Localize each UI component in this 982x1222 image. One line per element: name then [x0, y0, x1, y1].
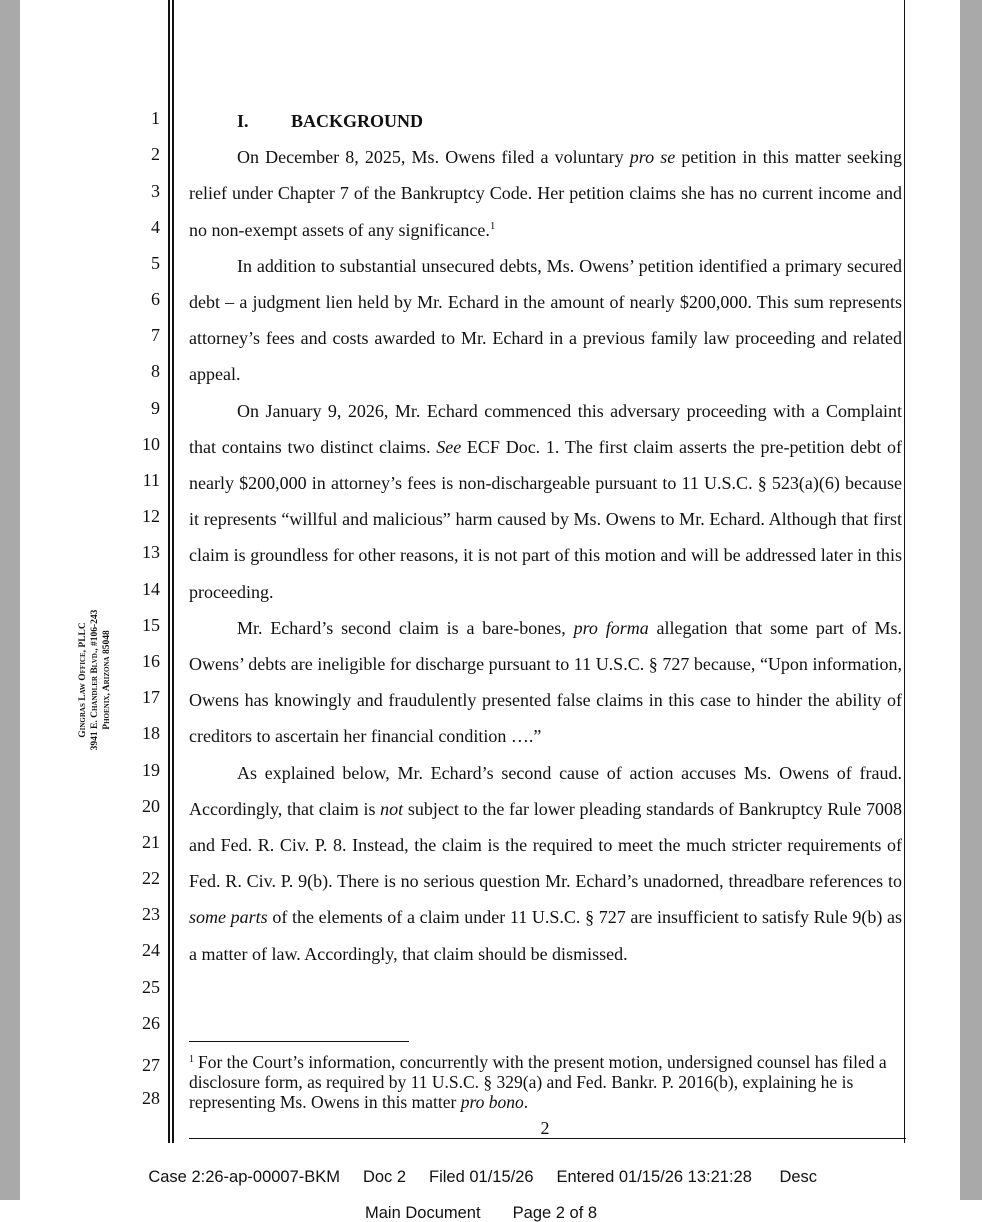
- stamp-desc: Desc: [779, 1168, 818, 1186]
- paragraph-petition: [189, 139, 902, 248]
- line-number: 26: [142, 1013, 160, 1033]
- right-edge-shadow: [960, 0, 982, 1200]
- text-run: petition in this matter seeking relief under Chapter 7 of the Bankruptcy Code. Her petition claims she has no current income and no non-exempt assets of any significance.: [189, 147, 902, 240]
- margin-rule-right: [904, 0, 905, 1143]
- text-run: On December 8, 2025, Ms. Owens filed a voluntary: [237, 147, 630, 168]
- line-number: 6: [151, 289, 160, 309]
- stamp-entered: Entered 01/15/26 13:21:28: [556, 1168, 752, 1186]
- stamp-filed: Filed 01/15/26: [429, 1168, 534, 1186]
- line-number: 24: [142, 940, 160, 960]
- text-run: Mr. Echard’s second claim is a bare-bones,: [237, 617, 574, 638]
- left-edge-shadow: [0, 0, 20, 1200]
- stamp-main-document: Main Document: [365, 1204, 481, 1222]
- stamp-page: Page 2 of 8: [512, 1204, 598, 1222]
- text-run: allegation that some part of Ms. Owens’ debts are ineligible for discharge pursuant to 11 U.S.C. § 727 because, “Upon information, Owens has knowingly and fraudulently presented false claims in this case to hinder the ability of creditors to ascertain her financial condition ….”: [189, 617, 903, 747]
- italic-run: See: [436, 436, 462, 457]
- firm-city: Phoenix, Arizona 85048: [102, 630, 112, 730]
- paragraph-complaint: [189, 393, 902, 610]
- line-number: 23: [142, 904, 160, 924]
- firm-address: 3941 E. Chandler Blvd., #106-243: [90, 609, 100, 751]
- line-number: 16: [142, 651, 160, 671]
- text-run: ECF Doc. 1. The first claim asserts the pre-petition debt of nearly $200,000 in attorney’s fees is non-dischargeable pursuant to 11 U.S.C. § 523(a)(6) because it represents “willful and malicious” harm caused by Ms. Owens to Mr. Echard. Although that first claim is groundless for other reasons, it is not part of this motion and will be addressed later in this proceeding.: [189, 436, 902, 602]
- line-number: 11: [142, 470, 160, 490]
- line-number: 13: [142, 542, 160, 562]
- line-number: 1: [151, 108, 160, 128]
- page-number: 2: [540, 1118, 550, 1138]
- margin-rule-left-1: [168, 0, 170, 1143]
- text-run: As explained below, Mr. Echard’s second cause of action accuses Ms. Owens of fraud. Accordingly, that claim is: [189, 762, 902, 819]
- line-number: 27: [142, 1055, 160, 1075]
- stamp-doc: Doc 2: [362, 1168, 407, 1186]
- line-number: 28: [142, 1088, 160, 1108]
- document-body: [189, 103, 902, 972]
- paragraph-second-claim: [189, 610, 902, 755]
- italic-run: pro bono: [460, 1092, 524, 1112]
- line-number: 17: [142, 687, 160, 707]
- footnote: [189, 1052, 902, 1112]
- section-heading: [189, 103, 902, 139]
- text-run: .: [523, 1092, 529, 1112]
- line-number: 12: [142, 506, 160, 526]
- line-number: 15: [142, 615, 160, 635]
- footnote-ref[interactable]: 1: [489, 219, 496, 232]
- footer-rule: [189, 1138, 906, 1139]
- text-run: subject to the far lower pleading standards of Bankruptcy Rule 7008 and Fed. R. Civ. P. 8. Instead, the claim is the required to meet the much stricter requirements of Fed. R. Civ. P. 9(b). There is no serious question Mr. Echard’s unadorned, threadbare references to: [189, 798, 902, 892]
- footnote-marker: 1: [189, 1054, 194, 1065]
- court-filing-stamp: [130, 1150, 890, 1222]
- paragraph-secured-debt: In addition to substantial unsecured debts, Ms. Owens’ petition identified a primary secured debt – a judgment lien held by Mr. Echard in the amount of nearly $200,000. This sum represents attorney’s fees and costs awarded to Mr. Echard in a previous family law proceeding and related appeal.: [189, 255, 902, 385]
- line-number: 22: [142, 868, 160, 888]
- line-number: 8: [151, 361, 160, 381]
- footnote-separator: [189, 1041, 409, 1042]
- firm-sidebar: [60, 590, 130, 770]
- line-number: 19: [142, 760, 160, 780]
- line-number: 9: [151, 398, 160, 418]
- firm-name: Gingras Law Office, PLLC: [78, 622, 88, 738]
- italic-run: pro se: [629, 147, 676, 168]
- section-number: I.: [237, 111, 249, 131]
- line-number: 20: [142, 796, 160, 816]
- text-run: On January 9, 2026, Mr. Echard commenced this adversary proceeding with a Complaint that contains two distinct claims.: [189, 400, 902, 457]
- margin-rule-left-2: [172, 0, 174, 1143]
- line-number: 7: [151, 325, 160, 345]
- line-number: 3: [151, 181, 160, 201]
- italic-run: some parts: [189, 907, 268, 928]
- line-number: 25: [142, 977, 160, 997]
- line-number: 18: [142, 723, 160, 743]
- paragraph-fraud: [189, 755, 902, 972]
- line-number: 4: [151, 217, 160, 237]
- line-number: 10: [142, 434, 160, 454]
- section-title: BACKGROUND: [291, 111, 424, 131]
- text-run: of the elements of a claim under 11 U.S.C. § 727 are insufficient to satisfy Rule 9(b) as a matter of law. Accordingly, that claim should be dismissed.: [189, 907, 902, 964]
- line-number: 5: [151, 253, 160, 273]
- italic-run: not: [380, 798, 404, 819]
- italic-run: pro forma: [573, 617, 649, 638]
- text-run: For the Court’s information, concurrently with the present motion, undersigned counsel has filed a disclosure form, as required by 11 U.S.C. § 329(a) and Fed. Bankr. P. 2016(b), explaining he is representing Ms. Owens in this matter: [189, 1052, 887, 1112]
- line-number: 2: [151, 144, 160, 164]
- stamp-case: Case 2:26-ap-00007-BKM: [148, 1168, 341, 1186]
- line-number: 21: [142, 832, 160, 852]
- line-number: 14: [142, 579, 160, 599]
